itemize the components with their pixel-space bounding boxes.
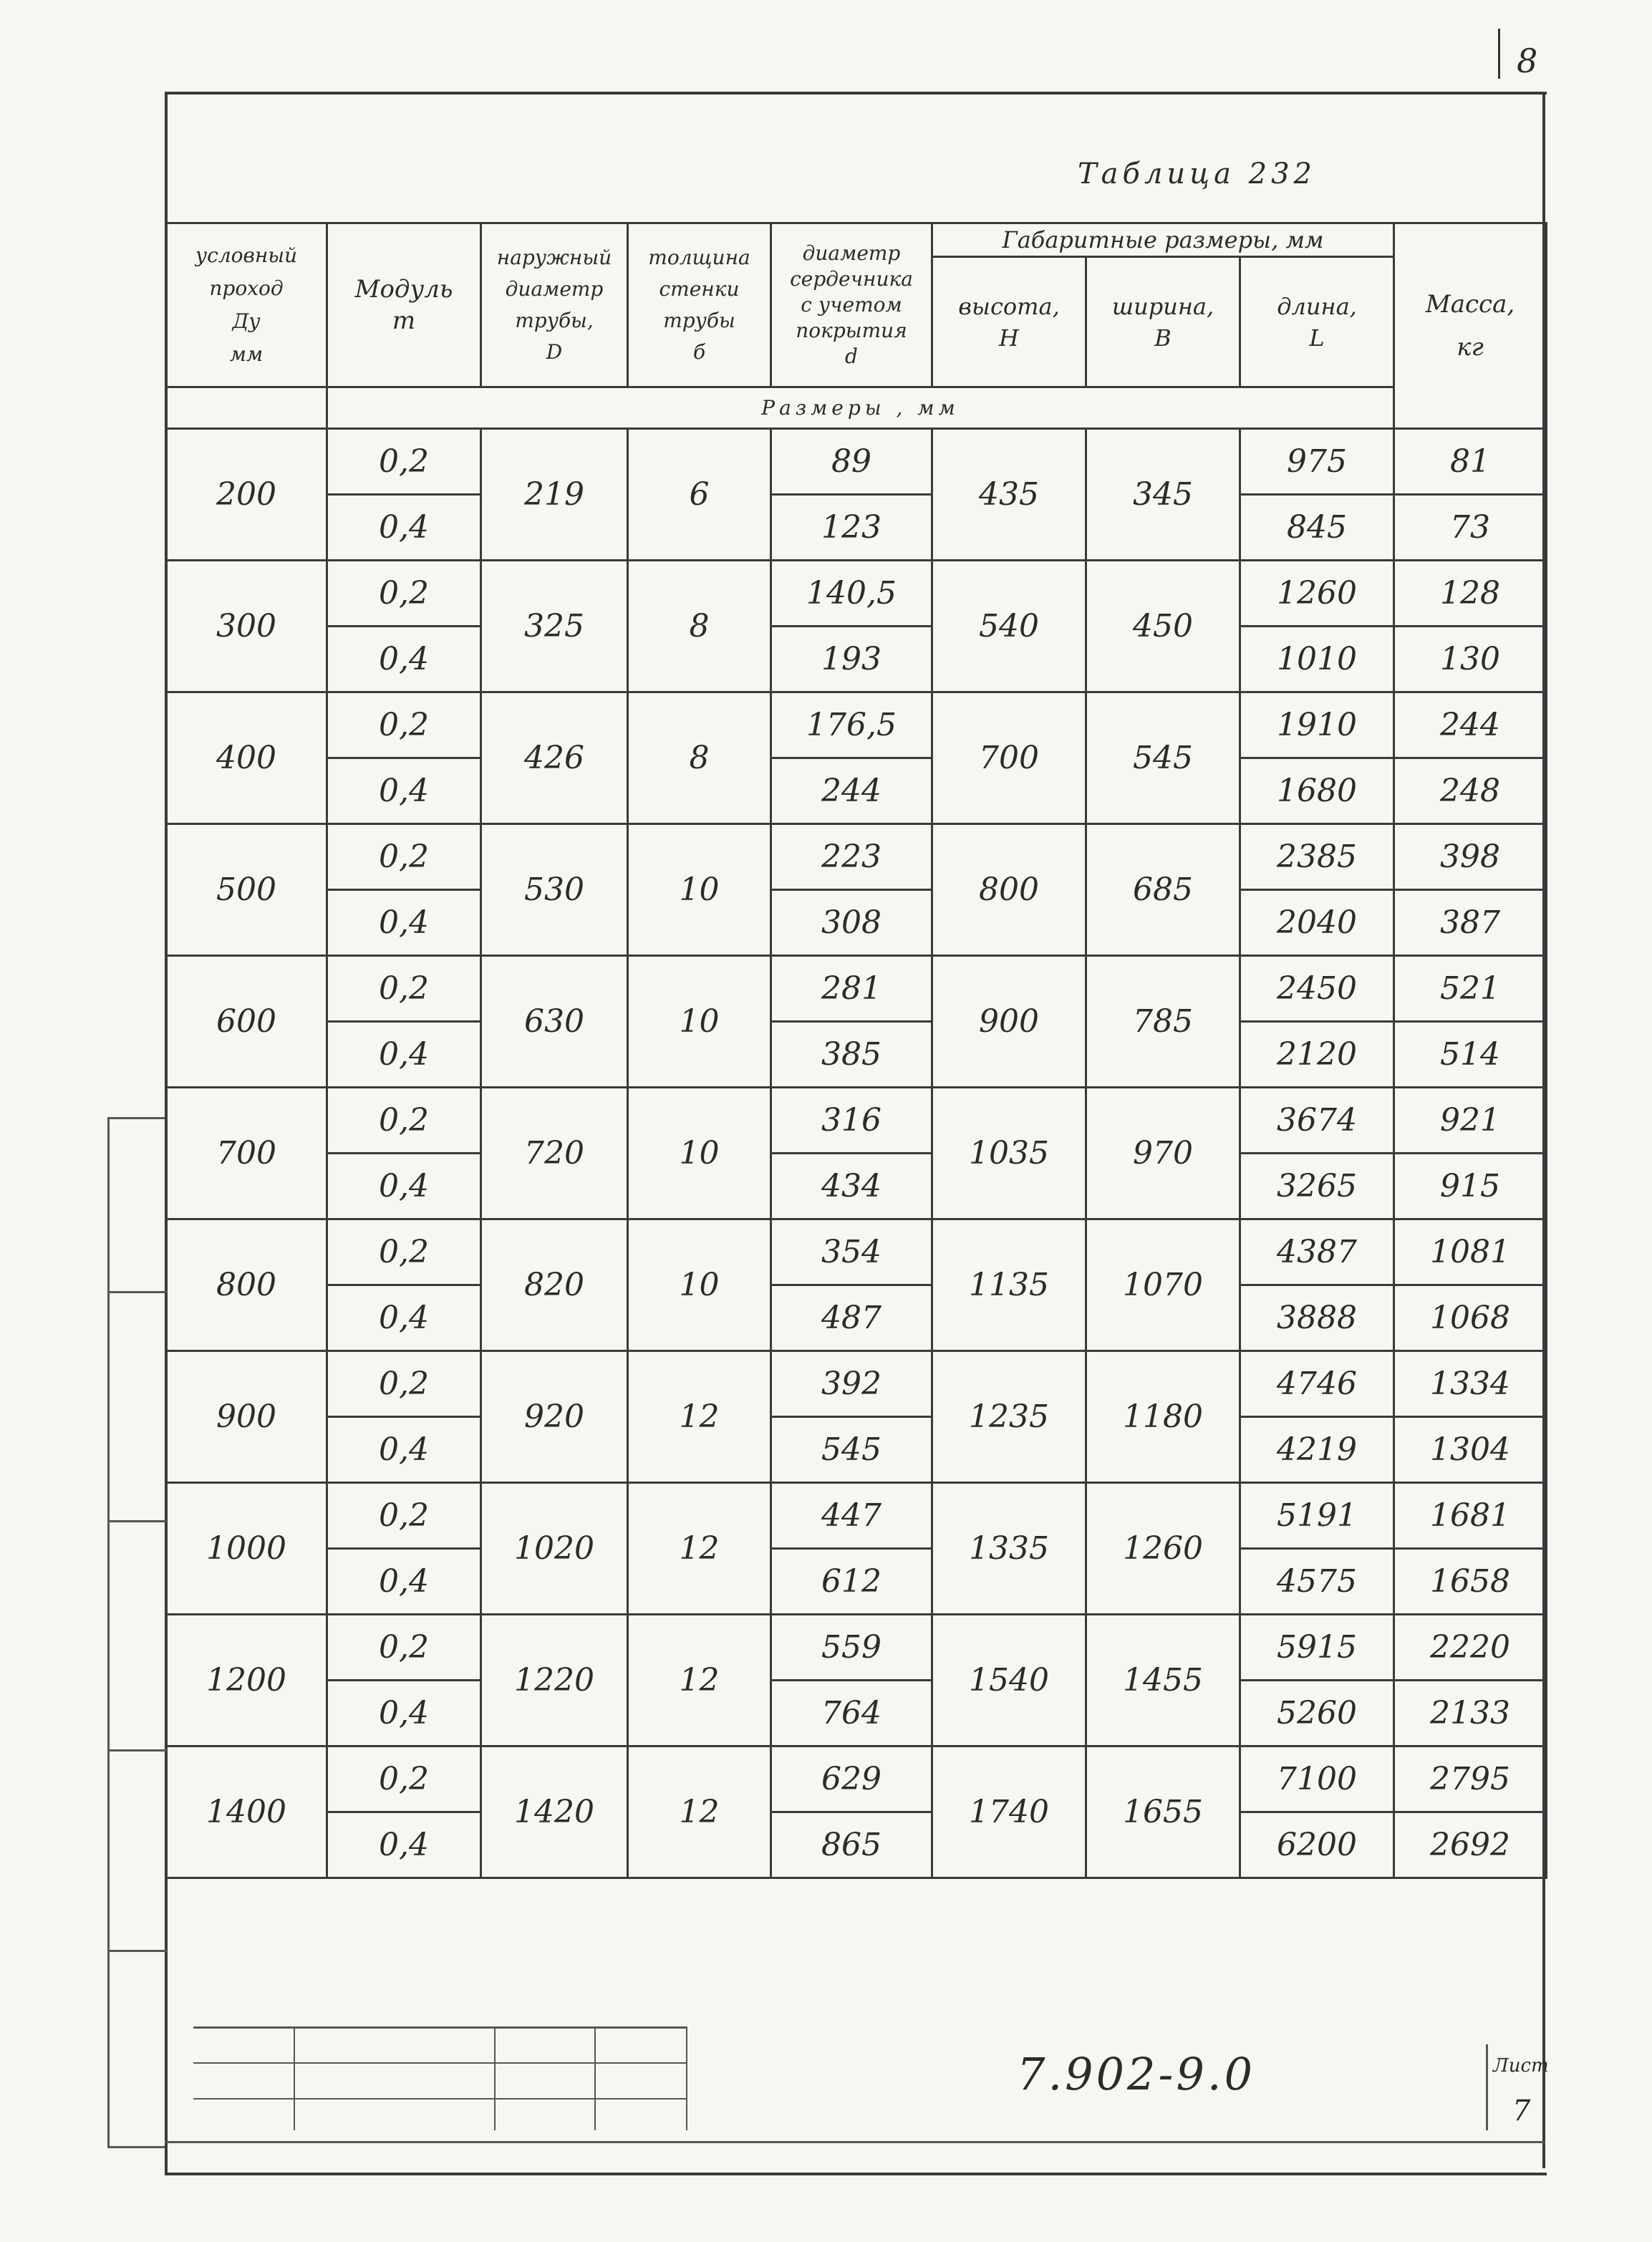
cell-height: 800	[932, 824, 1086, 956]
cell-wall-thickness: 10	[628, 824, 771, 956]
cell-outer-diameter: 920	[481, 1351, 628, 1483]
cell-outer-diameter: 1020	[481, 1483, 628, 1615]
cell-width: 1260	[1086, 1483, 1240, 1615]
cell-module-b: 0,4	[327, 758, 481, 824]
cell-nominal-bore: 900	[166, 1351, 327, 1483]
cell-length-b: 845	[1240, 495, 1394, 561]
cell-core-diameter-b: 193	[771, 627, 932, 692]
cell-module-a: 0,2	[327, 824, 481, 890]
cell-outer-diameter: 530	[481, 824, 628, 956]
cell-length-b: 2040	[1240, 890, 1394, 956]
table-row-sub	[166, 495, 1547, 561]
cell-mass-b: 248	[1394, 758, 1547, 824]
cell-length-b: 3888	[1240, 1285, 1394, 1351]
cell-wall-thickness: 8	[628, 692, 771, 824]
header-overall-dimensions: Габаритные размеры, мм	[932, 223, 1394, 257]
cell-width: 450	[1086, 561, 1240, 692]
cell-wall-thickness: 6	[628, 429, 771, 561]
table-row-sub	[166, 627, 1547, 692]
header-core-diameter: диаметр сердечника с учетом покрытия d	[771, 223, 932, 387]
header-height: высота, H	[932, 257, 1086, 387]
cell-nominal-bore: 600	[166, 956, 327, 1088]
cell-mass-b: 387	[1394, 890, 1547, 956]
cell-mass-a: 81	[1394, 429, 1547, 495]
cell-wall-thickness: 8	[628, 561, 771, 692]
cell-nominal-bore: 800	[166, 1219, 327, 1351]
dimensions-table	[165, 222, 1547, 1879]
cell-core-diameter-b: 434	[771, 1154, 932, 1219]
table-row	[166, 1746, 1547, 1812]
cell-core-diameter-b: 308	[771, 890, 932, 956]
table-row-sub	[166, 1549, 1547, 1615]
cell-width: 1070	[1086, 1219, 1240, 1351]
cell-outer-diameter: 219	[481, 429, 628, 561]
cell-length-b: 2120	[1240, 1022, 1394, 1088]
cell-mass-b: 1658	[1394, 1549, 1547, 1615]
cell-core-diameter-a: 89	[771, 429, 932, 495]
cell-mass-a: 128	[1394, 561, 1547, 627]
cell-module-b: 0,4	[327, 890, 481, 956]
cell-module-a: 0,2	[327, 1351, 481, 1417]
cell-height: 1035	[932, 1088, 1086, 1219]
cell-outer-diameter: 426	[481, 692, 628, 824]
cell-mass-a: 2795	[1394, 1746, 1547, 1812]
cell-mass-a: 1681	[1394, 1483, 1547, 1549]
cell-length-a: 4387	[1240, 1219, 1394, 1285]
table-row	[166, 1615, 1547, 1681]
cell-module-b: 0,4	[327, 1417, 481, 1483]
cell-height: 700	[932, 692, 1086, 824]
header-mass: Масса, кг	[1394, 223, 1547, 429]
cell-mass-b: 915	[1394, 1154, 1547, 1219]
table-row	[166, 1351, 1547, 1417]
signature-stamp-grid	[193, 2026, 687, 2130]
cell-core-diameter-b: 764	[771, 1681, 932, 1746]
cell-outer-diameter: 820	[481, 1219, 628, 1351]
cell-module-b: 0,4	[327, 1812, 481, 1878]
cell-wall-thickness: 12	[628, 1351, 771, 1483]
table-row-sub	[166, 1022, 1547, 1088]
cell-module-a: 0,2	[327, 429, 481, 495]
cell-module-a: 0,2	[327, 1746, 481, 1812]
cell-core-diameter-a: 176,5	[771, 692, 932, 758]
cell-height: 900	[932, 956, 1086, 1088]
cell-outer-diameter: 1420	[481, 1746, 628, 1878]
cell-width: 685	[1086, 824, 1240, 956]
cell-core-diameter-a: 281	[771, 956, 932, 1022]
cell-length-a: 5915	[1240, 1615, 1394, 1681]
cell-nominal-bore: 400	[166, 692, 327, 824]
cell-wall-thickness: 12	[628, 1483, 771, 1615]
header-outer-diameter: наружный диаметр трубы, D	[481, 223, 628, 387]
header-length: длина, L	[1240, 257, 1394, 387]
cell-module-a: 0,2	[327, 1483, 481, 1549]
side-approval-strip	[107, 1117, 165, 2148]
page-number-rule	[1498, 29, 1500, 79]
cell-height: 1540	[932, 1615, 1086, 1746]
cell-mass-b: 1068	[1394, 1285, 1547, 1351]
header-nominal-bore: условный проход Ду мм	[166, 223, 327, 387]
cell-length-b: 4219	[1240, 1417, 1394, 1483]
table-body	[166, 429, 1547, 1878]
cell-core-diameter-a: 629	[771, 1746, 932, 1812]
cell-core-diameter-a: 447	[771, 1483, 932, 1549]
table-row	[166, 1088, 1547, 1154]
cell-width: 970	[1086, 1088, 1240, 1219]
cell-length-b: 4575	[1240, 1549, 1394, 1615]
cell-nominal-bore: 500	[166, 824, 327, 956]
cell-mass-b: 514	[1394, 1022, 1547, 1088]
document-number: 7.902-9.0	[1017, 2048, 1256, 2100]
header-width: ширина, B	[1086, 257, 1240, 387]
cell-outer-diameter: 630	[481, 956, 628, 1088]
title-block-rule	[165, 2141, 1545, 2143]
cell-outer-diameter: 1220	[481, 1615, 628, 1746]
cell-core-diameter-b: 865	[771, 1812, 932, 1878]
cell-outer-diameter: 325	[481, 561, 628, 692]
cell-nominal-bore: 200	[166, 429, 327, 561]
cell-module-a: 0,2	[327, 956, 481, 1022]
cell-module-a: 0,2	[327, 561, 481, 627]
cell-mass-a: 1334	[1394, 1351, 1547, 1417]
cell-length-b: 1010	[1240, 627, 1394, 692]
cell-core-diameter-b: 385	[771, 1022, 932, 1088]
cell-module-a: 0,2	[327, 1615, 481, 1681]
cell-mass-a: 1081	[1394, 1219, 1547, 1285]
table-row	[166, 824, 1547, 890]
cell-mass-a: 244	[1394, 692, 1547, 758]
cell-mass-a: 2220	[1394, 1615, 1547, 1681]
table-row-sub	[166, 1812, 1547, 1878]
cell-height: 435	[932, 429, 1086, 561]
page-number: 8	[1517, 42, 1538, 80]
cell-core-diameter-b: 123	[771, 495, 932, 561]
table-row-sub	[166, 1154, 1547, 1219]
cell-core-diameter-a: 392	[771, 1351, 932, 1417]
cell-module-a: 0,2	[327, 692, 481, 758]
cell-length-a: 3674	[1240, 1088, 1394, 1154]
table-row	[166, 561, 1547, 627]
cell-outer-diameter: 720	[481, 1088, 628, 1219]
cell-length-a: 1910	[1240, 692, 1394, 758]
cell-wall-thickness: 10	[628, 1088, 771, 1219]
cell-width: 785	[1086, 956, 1240, 1088]
header-wall-thickness: толщина стенки трубы б	[628, 223, 771, 387]
cell-wall-thickness: 10	[628, 956, 771, 1088]
header-nominal-bore-units-cell	[166, 387, 327, 429]
table-row	[166, 1483, 1547, 1549]
cell-module-b: 0,4	[327, 1022, 481, 1088]
cell-length-a: 4746	[1240, 1351, 1394, 1417]
sheet-number: 7	[1512, 2094, 1531, 2127]
sheet-label: Лист	[1493, 2055, 1549, 2077]
cell-mass-b: 73	[1394, 495, 1547, 561]
table-row	[166, 429, 1547, 495]
table-row-sub	[166, 1681, 1547, 1746]
cell-mass-a: 398	[1394, 824, 1547, 890]
cell-nominal-bore: 1200	[166, 1615, 327, 1746]
cell-module-b: 0,4	[327, 1549, 481, 1615]
cell-nominal-bore: 1000	[166, 1483, 327, 1615]
cell-core-diameter-b: 244	[771, 758, 932, 824]
cell-module-b: 0,4	[327, 1154, 481, 1219]
cell-module-a: 0,2	[327, 1088, 481, 1154]
cell-module-b: 0,4	[327, 1681, 481, 1746]
cell-wall-thickness: 12	[628, 1746, 771, 1878]
header-module: Модуль m	[327, 223, 481, 387]
table-row-sub	[166, 890, 1547, 956]
cell-height: 540	[932, 561, 1086, 692]
cell-module-b: 0,4	[327, 1285, 481, 1351]
cell-height: 1135	[932, 1219, 1086, 1351]
cell-core-diameter-a: 140,5	[771, 561, 932, 627]
cell-mass-a: 921	[1394, 1088, 1547, 1154]
cell-wall-thickness: 10	[628, 1219, 771, 1351]
cell-core-diameter-a: 559	[771, 1615, 932, 1681]
cell-mass-b: 2692	[1394, 1812, 1547, 1878]
cell-core-diameter-b: 545	[771, 1417, 932, 1483]
cell-core-diameter-b: 612	[771, 1549, 932, 1615]
table-row	[166, 1219, 1547, 1285]
header-sizes-label: Размеры , мм	[327, 387, 1394, 429]
cell-length-a: 1260	[1240, 561, 1394, 627]
cell-length-a: 7100	[1240, 1746, 1394, 1812]
cell-core-diameter-a: 223	[771, 824, 932, 890]
cell-mass-b: 2133	[1394, 1681, 1547, 1746]
table-row-sub	[166, 758, 1547, 824]
table-row-sub	[166, 1417, 1547, 1483]
cell-width: 345	[1086, 429, 1240, 561]
cell-module-a: 0,2	[327, 1219, 481, 1285]
cell-mass-b: 130	[1394, 627, 1547, 692]
cell-mass-a: 521	[1394, 956, 1547, 1022]
cell-height: 1740	[932, 1746, 1086, 1878]
cell-nominal-bore: 700	[166, 1088, 327, 1219]
cell-length-a: 5191	[1240, 1483, 1394, 1549]
table-row	[166, 692, 1547, 758]
cell-mass-b: 1304	[1394, 1417, 1547, 1483]
cell-width: 1455	[1086, 1615, 1240, 1746]
cell-length-b: 1680	[1240, 758, 1394, 824]
cell-length-a: 2385	[1240, 824, 1394, 890]
cell-width: 545	[1086, 692, 1240, 824]
cell-height: 1335	[932, 1483, 1086, 1615]
cell-length-b: 6200	[1240, 1812, 1394, 1878]
cell-nominal-bore: 300	[166, 561, 327, 692]
cell-height: 1235	[932, 1351, 1086, 1483]
cell-width: 1180	[1086, 1351, 1240, 1483]
cell-core-diameter-a: 354	[771, 1219, 932, 1285]
cell-width: 1655	[1086, 1746, 1240, 1878]
table-row	[166, 956, 1547, 1022]
cell-length-a: 2450	[1240, 956, 1394, 1022]
cell-core-diameter-a: 316	[771, 1088, 932, 1154]
table-caption: Таблица 232	[1078, 158, 1316, 190]
cell-length-a: 975	[1240, 429, 1394, 495]
cell-core-diameter-b: 487	[771, 1285, 932, 1351]
cell-module-b: 0,4	[327, 495, 481, 561]
cell-length-b: 5260	[1240, 1681, 1394, 1746]
cell-length-b: 3265	[1240, 1154, 1394, 1219]
cell-module-b: 0,4	[327, 627, 481, 692]
table-row-sub	[166, 1285, 1547, 1351]
cell-wall-thickness: 12	[628, 1615, 771, 1746]
cell-nominal-bore: 1400	[166, 1746, 327, 1878]
